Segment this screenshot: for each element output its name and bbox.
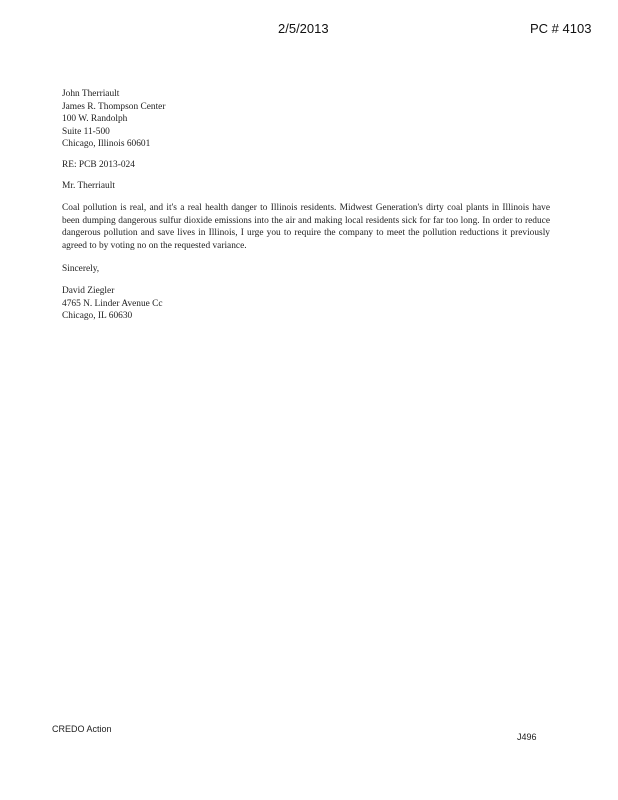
letter-paragraph: Coal pollution is real, and it's a real health danger to Illinois residents. Midwest Generation's dirty coal plants in Illinois have been dumping dangerous sulfur dioxide emissions into the air and making local residents sick for far too long. In order to reduce dangerous pollution and save lives in Illinois, I urge you to require the company to meet the pollution reductions it previously agreed to by voting no on the requested variance. [62, 203, 550, 251]
header-date: 2/5/2013 [278, 21, 329, 36]
signer-street: 4765 N. Linder Avenue Cc [62, 298, 163, 309]
signer-name: David Ziegler [62, 286, 115, 297]
header-pc-number: PC # 4103 [530, 21, 592, 36]
recipient-organization: James R. Thompson Center [62, 101, 166, 112]
recipient-suite: Suite 11-500 [62, 126, 110, 137]
recipient-address [62, 88, 550, 151]
salutation: Mr. Therriault [62, 180, 115, 191]
signer-city: Chicago, IL 60630 [62, 311, 133, 322]
footer-source: CREDO Action [52, 724, 112, 734]
recipient-street: 100 W. Randolph [62, 114, 128, 125]
recipient-city: Chicago, Illinois 60601 [62, 139, 151, 150]
re-line: RE: PCB 2013-024 [62, 159, 135, 170]
letter-body [62, 88, 550, 323]
recipient-name: John Therriault [62, 89, 120, 99]
closing: Sincerely, [62, 263, 100, 274]
footer-page-code: J496 [517, 732, 537, 742]
signature-block [62, 285, 550, 323]
